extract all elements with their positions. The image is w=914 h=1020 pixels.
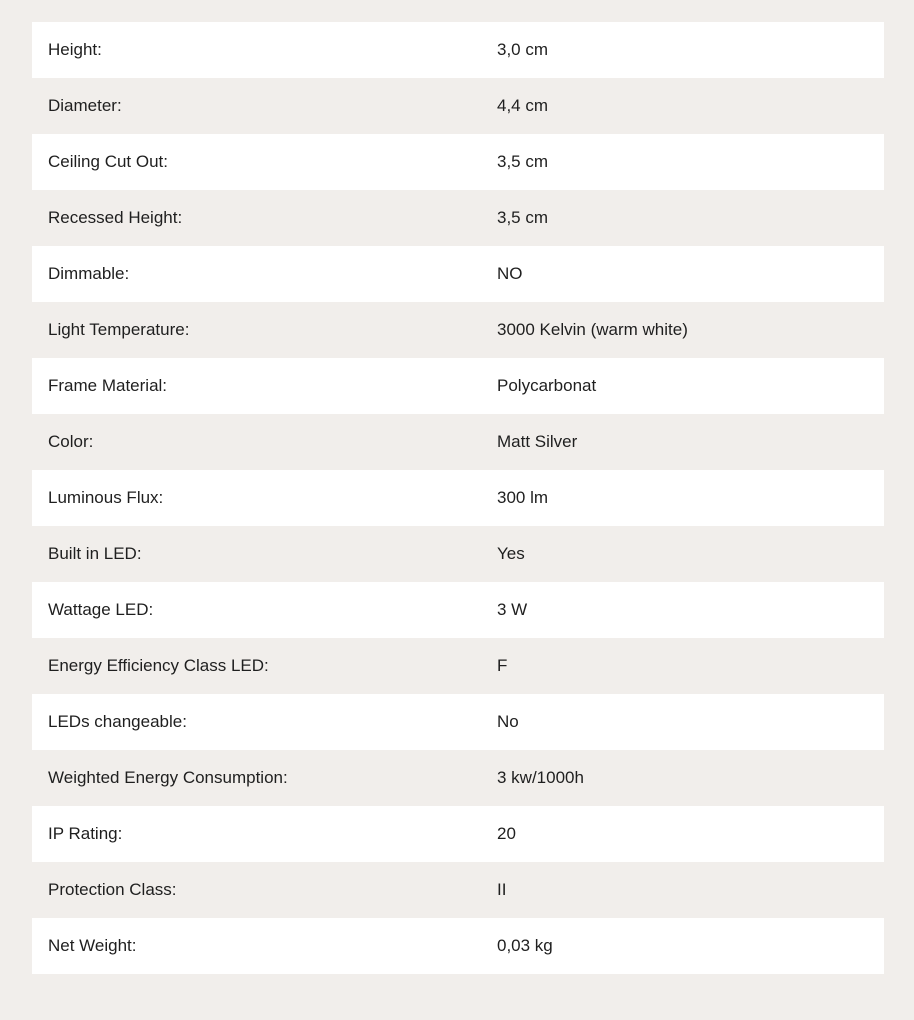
spec-label: IP Rating: [48, 824, 123, 843]
spec-label: Dimmable: [48, 264, 130, 283]
spec-value: 20 [497, 824, 516, 843]
spec-label: Protection Class: [48, 880, 177, 899]
spec-label: Luminous Flux: [48, 488, 164, 507]
spec-row-luminous-flux [32, 470, 884, 526]
spec-row-ceiling-cut-out [32, 134, 884, 190]
spec-value: F [497, 656, 508, 675]
spec-row-dimmable [32, 246, 884, 302]
spec-value: 3,0 cm [497, 40, 549, 59]
spec-label: Recessed Height: [48, 208, 183, 227]
spec-row-diameter [32, 78, 884, 134]
spec-label: LEDs changeable: [48, 712, 187, 731]
spec-value: 3,5 cm [497, 152, 549, 171]
spec-row-built-in-led [32, 526, 884, 582]
spec-row-wattage-led [32, 582, 884, 638]
spec-label: Light Temperature: [48, 320, 190, 339]
spec-row-light-temperature [32, 302, 884, 358]
spec-value: II [497, 880, 507, 899]
spec-row-height [32, 22, 884, 78]
spec-label: Ceiling Cut Out: [48, 152, 168, 171]
spec-row-ip-rating [32, 806, 884, 862]
spec-value: NO [497, 264, 523, 283]
spec-label: Wattage LED: [48, 600, 154, 619]
spec-row-leds-changeable [32, 694, 884, 750]
spec-value: 3 W [497, 600, 528, 619]
spec-value: Yes [497, 544, 525, 563]
spec-label: Weighted Energy Consumption: [48, 768, 288, 787]
spec-value: 4,4 cm [497, 96, 549, 115]
spec-value: No [497, 712, 519, 731]
spec-label: Frame Material: [48, 376, 168, 395]
spec-value: 3,5 cm [497, 208, 549, 227]
spec-value: Matt Silver [497, 432, 578, 451]
spec-row-recessed-height [32, 190, 884, 246]
spec-label: Energy Efficiency Class LED: [48, 656, 269, 675]
spec-row-color [32, 414, 884, 470]
spec-label: Color: [48, 432, 94, 451]
spec-row-energy-efficiency-class [32, 638, 884, 694]
spec-label: Net Weight: [48, 936, 137, 955]
spec-label: Diameter: [48, 96, 122, 115]
spec-row-protection-class [32, 862, 884, 918]
spec-row-weighted-energy-consumption [32, 750, 884, 806]
spec-value: 3000 Kelvin (warm white) [497, 320, 688, 339]
spec-value: 3 kw/1000h [497, 768, 584, 787]
spec-value: 0,03 kg [497, 936, 553, 955]
spec-label: Built in LED: [48, 544, 142, 563]
spec-value: 300 lm [497, 488, 549, 507]
specifications-table [32, 22, 884, 974]
spec-row-net-weight [32, 918, 884, 974]
spec-value: Polycarbonat [497, 376, 597, 395]
spec-row-frame-material [32, 358, 884, 414]
spec-label: Height: [48, 40, 102, 59]
